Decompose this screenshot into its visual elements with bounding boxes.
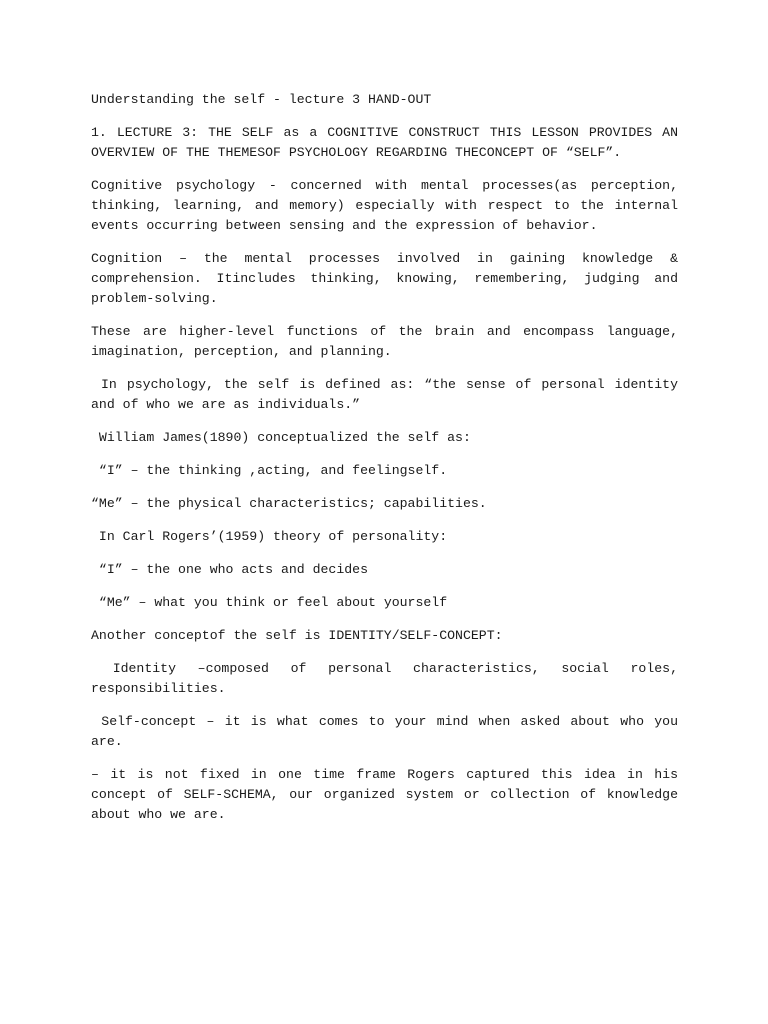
paragraph-self-concept: Self-concept – it is what comes to your mind when asked about who you are.	[91, 714, 686, 749]
document-page	[91, 90, 686, 838]
document-title: Understanding the self - lecture 3 HAND-OUT	[91, 92, 432, 107]
paragraph-cognitive-psychology: Cognitive psychology - concerned with mental processes(as perception, thinking, learning, and memory) especially with respect to the internal events occurring between sensing and the expression of behavior.	[91, 178, 686, 233]
paragraph-lecture-heading: 1. LECTURE 3: THE SELF as a COGNITIVE CONSTRUCT THIS LESSON PROVIDES AN OVERVIEW OF THE THEMESOF PSYCHOLOGY REGARDING THECONCEPT OF “SELF”.	[91, 125, 686, 160]
paragraph-identity-concept: Another conceptof the self is IDENTITY/SELF-CONCEPT:	[91, 628, 503, 643]
paragraph-rogers-i: “I” – the one who acts and decides	[91, 562, 368, 577]
paragraph-self-definition: In psychology, the self is defined as: “the sense of personal identity and of who we are as individuals.”	[91, 377, 686, 412]
paragraph-self-schema: – it is not fixed in one time frame Rogers captured this idea in his concept of SELF-SCHEMA, our organized system or collection of knowledge about who we are.	[91, 767, 686, 822]
paragraph-identity: Identity –composed of personal characteristics, social roles, responsibilities.	[91, 661, 686, 696]
paragraph-james-i: “I” – the thinking ,acting, and feelingself.	[91, 463, 448, 478]
paragraph-rogers-me: “Me” – what you think or feel about yourself	[91, 595, 448, 610]
paragraph-cognition: Cognition – the mental processes involved in gaining knowledge & comprehension. Itincludes thinking, knowing, remembering, judging and problem-solving.	[91, 251, 686, 306]
paragraph-carl-rogers: In Carl Rogers’(1959) theory of personality:	[91, 529, 448, 544]
paragraph-james-me: “Me” – the physical characteristics; capabilities.	[91, 496, 487, 511]
paragraph-higher-level-functions: These are higher-level functions of the brain and encompass language, imagination, perception, and planning.	[91, 324, 686, 359]
paragraph-william-james: William James(1890) conceptualized the self as:	[91, 430, 471, 445]
